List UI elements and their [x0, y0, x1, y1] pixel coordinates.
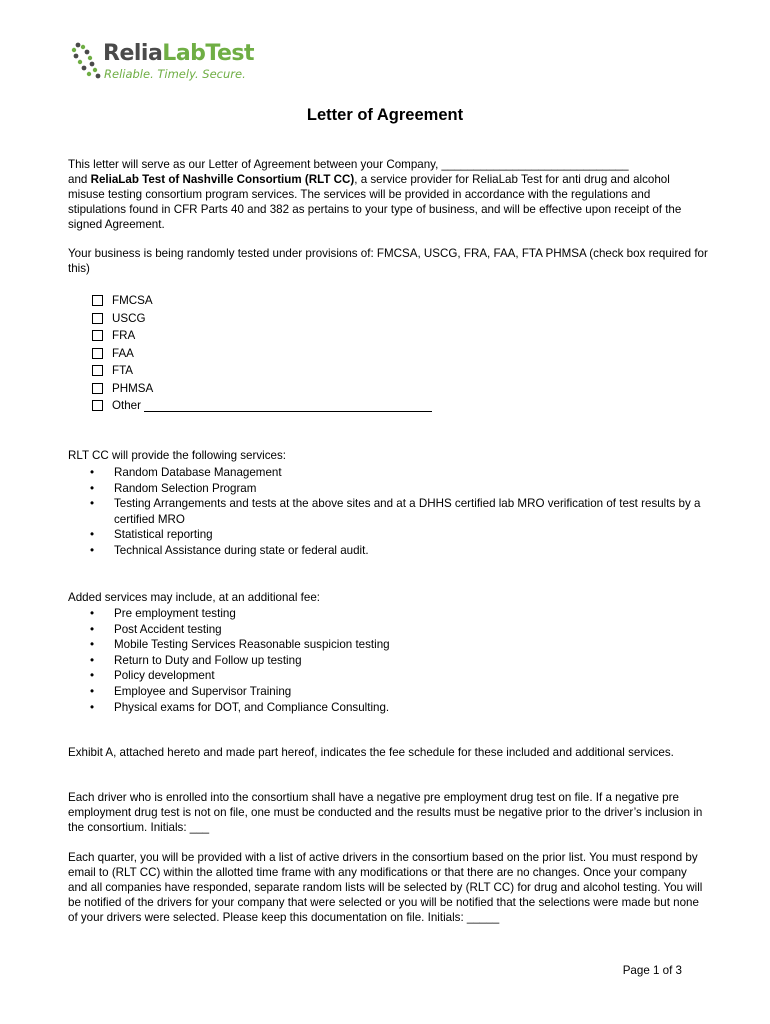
intro-text-rest: , a service provider for ReliaLab Test for anti drug and alcohol misuse testing consortium program services. The services will be provided in accordance with the regulations and stipulations found in CFR Parts 40 and 382 as pertains to your type of business, and will be effective upon receipt of the signed Agreement.: [68, 173, 682, 231]
list-item: • Random Selection Program: [86, 481, 706, 497]
checkbox[interactable]: [92, 330, 103, 341]
logo-tagline: Reliable. Timely. Secure.: [104, 67, 246, 81]
driver-paragraph: Each driver who is enrolled into the consortium shall have a negative pre employment drug test on file. If a negative pre employment drug test is not on file, one must be conducted and the results must be negative prior to the driver’s inclusion in the consortium. Initials: ___: [68, 791, 703, 834]
checkbox-label: FRA: [112, 329, 136, 343]
list-item: • Testing Arrangements and tests at the above sites and at a DHHS certified lab MRO verification of test results by a certified MRO: [86, 496, 706, 527]
checkbox-item-phmsa[interactable]: [92, 380, 432, 398]
checkbox[interactable]: [92, 383, 103, 394]
exhibit-paragraph: Exhibit A, attached hereto and made part hereof, indicates the fee schedule for these included and additional services.: [68, 746, 674, 759]
other-blank-line[interactable]: [144, 400, 432, 412]
checkbox-item-fra[interactable]: [92, 327, 432, 345]
company-logo: [70, 41, 270, 85]
logo-wordmark-part2: LabTest: [162, 41, 255, 66]
page-number: Page 1 of 3: [622, 964, 682, 977]
provisions-paragraph: Your business is being randomly tested under provisions of: FMCSA, USCG, FRA, FAA, FTA PHMSA (check box required for this): [68, 247, 708, 275]
list-item: • Statistical reporting: [86, 527, 706, 543]
checkbox-item-fmcsa[interactable]: [92, 292, 432, 310]
intro-text-and: and: [68, 173, 91, 186]
checkbox-label: FMCSA: [112, 294, 153, 308]
provisions-checkbox-list: [92, 292, 432, 415]
checkbox-label: Other: [112, 399, 141, 413]
checkbox[interactable]: [92, 313, 103, 324]
list-item: • Technical Assistance during state or federal audit.: [86, 543, 706, 559]
consortium-name: ReliaLab Test of Nashville Consortium (RLT CC): [90, 173, 355, 186]
checkbox[interactable]: [92, 295, 103, 306]
dna-helix-icon: [70, 41, 102, 79]
list-item: • Employee and Supervisor Training: [86, 684, 706, 700]
checkbox-item-faa[interactable]: [92, 345, 432, 363]
page-title: Letter of Agreement: [306, 106, 464, 124]
logo-wordmark-part1: Relia: [103, 41, 163, 66]
checkbox-label: FAA: [112, 346, 134, 360]
checkbox-item-uscg[interactable]: [92, 310, 432, 328]
list-item: • Pre employment testing: [86, 606, 706, 622]
services-list: [86, 465, 706, 559]
list-item: • Mobile Testing Services Reasonable suspicion testing: [86, 637, 706, 653]
added-services-heading: Added services may include, at an additional fee:: [68, 591, 320, 604]
list-item: • Policy development: [86, 668, 706, 684]
quarterly-paragraph: Each quarter, you will be provided with a list of active drivers in the consortium based on the prior list. You must respond by email to (RLT CC) within the allotted time frame with any modifications or that there are no changes. Once your company and all companies have responded, separate random lists will be selected by (RLT CC) for drug and alcohol testing. You will be notified of the drivers for your company that were selected or you will be notified that the selections were made but none of your drivers were selected. Please keep this documentation on file. Initials: _____: [68, 851, 703, 924]
logo-wordmark: [103, 41, 254, 67]
checkbox-label: FTA: [112, 364, 134, 378]
checkbox[interactable]: [92, 365, 103, 376]
added-services-list: [86, 606, 706, 715]
checkbox-label: USCG: [112, 311, 146, 325]
checkbox[interactable]: [92, 400, 103, 411]
intro-paragraph: [68, 157, 708, 232]
list-item: • Physical exams for DOT, and Compliance Consulting.: [86, 700, 706, 716]
list-item: • Return to Duty and Follow up testing: [86, 653, 706, 669]
list-item: • Post Accident testing: [86, 622, 706, 638]
company-name-blank: _____________________________: [441, 158, 629, 171]
intro-text-start: This letter will serve as our Letter of Agreement between your Company,: [68, 158, 442, 171]
checkbox-item-fta[interactable]: [92, 362, 432, 380]
checkbox[interactable]: [92, 348, 103, 359]
checkbox-label: PHMSA: [112, 381, 154, 395]
list-item: • Random Database Management: [86, 465, 706, 481]
services-heading: RLT CC will provide the following services:: [68, 449, 286, 462]
checkbox-item-other[interactable]: [92, 397, 432, 415]
